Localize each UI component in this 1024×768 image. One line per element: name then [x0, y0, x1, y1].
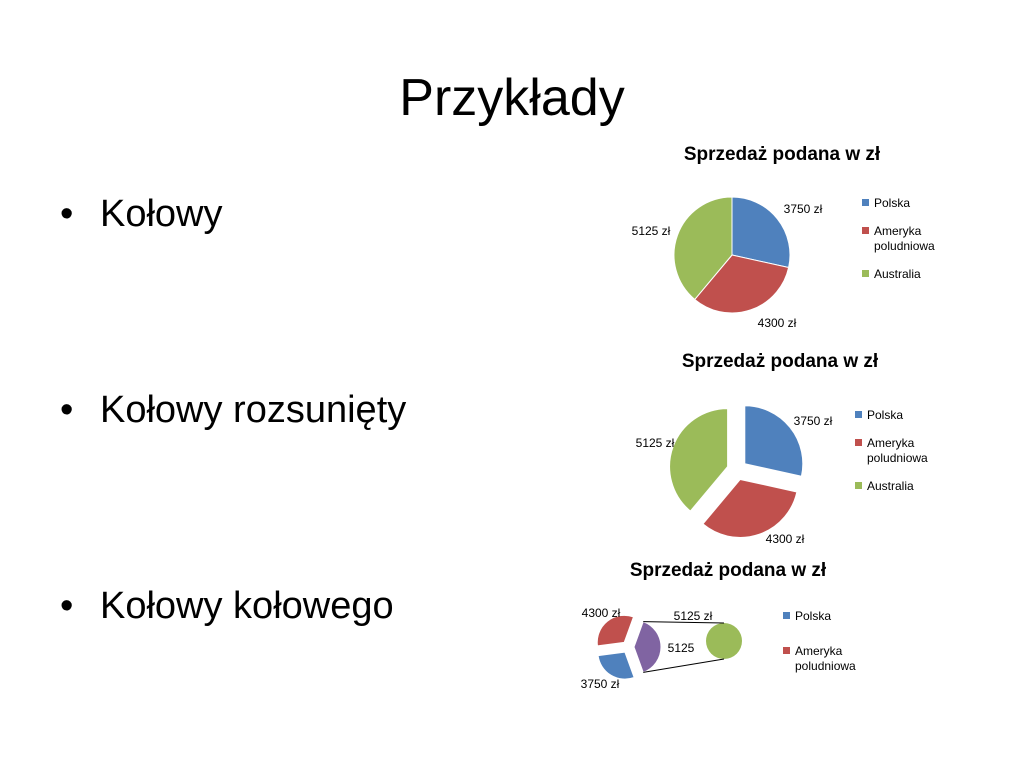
bullet-glyph: • [60, 193, 74, 235]
data-label: 5125 zł [673, 609, 713, 623]
bullet-text: Kołowy [100, 193, 223, 235]
legend-swatch [783, 612, 790, 619]
data-label: 3750 zł [793, 414, 833, 428]
legend-label: Polska [867, 408, 904, 422]
data-label: 3750 zł [580, 677, 620, 691]
pie-slice-other [634, 622, 661, 673]
legend-label: Ameryka poludniowa [874, 224, 935, 253]
chart-title: Sprzedaż podana w zł [681, 351, 879, 372]
data-label: 4300 zł [757, 316, 797, 330]
legend-item-ameryka [783, 644, 879, 674]
bullet-text: Kołowy kołowego [100, 585, 394, 627]
legend-swatch [783, 647, 790, 654]
legend-label: Australia [867, 479, 914, 493]
legend-item-polska [783, 609, 879, 624]
legend-label: Ameryka poludniowa [867, 436, 928, 465]
chart-legend [783, 609, 879, 687]
data-label: 5125 zł [635, 436, 675, 450]
bullet-text: Kołowy rozsunięty [100, 389, 407, 431]
legend-label: Australia [874, 267, 921, 281]
data-label: 5125 [667, 641, 695, 655]
data-label: 5125 zł [631, 224, 671, 238]
data-label: 4300 zł [765, 532, 805, 546]
data-label: 3750 zł [783, 202, 823, 216]
bullet-glyph: • [60, 389, 74, 431]
legend-label: Polska [874, 196, 911, 210]
pie-slice [598, 652, 634, 679]
chart-title: Sprzedaż podana w zł [629, 560, 827, 581]
slide-title: Przykłady [399, 69, 625, 127]
pie-slice-secondary [706, 623, 742, 659]
legend-label: Ameryka poludniowa [795, 644, 856, 673]
data-label: 4300 zł [581, 606, 621, 620]
bullet-glyph: • [60, 585, 74, 627]
chart-title: Sprzedaż podana w zł [683, 144, 881, 165]
legend-label: Polska [795, 609, 832, 623]
